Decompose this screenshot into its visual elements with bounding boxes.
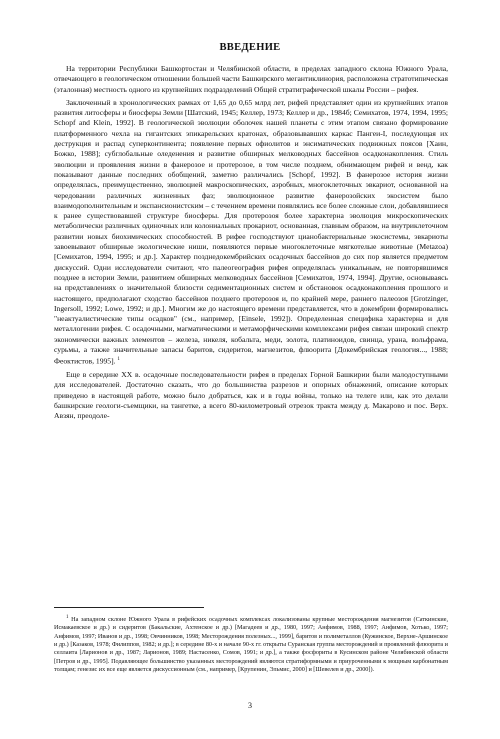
footnote-text: На западном склоне Южного Урала в рифейских осадочных комплексах локализованы крупные месторождения магнезитов (Саткинские, Исмакаевское и др.) и сидеритов (Бакальские, Ахтенское и др.) [Магадеев и др., 1980, 1997; Анфимов, 1988, 1997; Анфимов, Хотько, 1997; Анфимов, 1997; Иванов и др., 1998; Овчинников, 1998; Месторождения полезных..., 1999], баритов и полиметаллов (Кужинское, Верхне-Аршинское и др.) [Казаков, 1978; Филиппов, 1982; и др.]; в середине 80-х и начале 90-х гг. открыты Суранская группа месторождений и проявлений флюорита и селлаита [Ларионов и др., 1987; Ларионов, 1989; Настасенко, Сомов, 1991; и др.], а также фосфориты в Кусинском районе Челябинской области [Петров и др., 1995]. Подавляющее большинство указанных месторождений являются стратиформными и приуроченными к мощным карбонатным толщам; генезис их все еще является дискуссионным (см., например, [Крупенин, Эльмис, 2000] и [Шевелев и др., 2000]). <box>54 616 448 673</box>
paragraph-2-text: Заключенный в хронологических рамках от 1,65 до 0,65 млрд лет, рифей представляет один из крупнейших этапов развития литосферы и биосферы Земли [Шатский, 1945; Келлер, 1973; Келлер и др., 1984б; Семихатов, 1974, 1994, 1995; Schopf and Klein, 1992]. В геологической эволюции оболочек нашей планеты с этим этапом связано формирование платформенного чехла на гигантских эпикарельских кратонах, образовывавших каркас Пангеи-I, последующая их деструкция и распад суперконтинента; появление первых офиолитов и энсиматических подвижных поясов [Хаин, Божко, 1988]; субглобальные оледенения и развитие обширных мелководных бассейнов осадконакопления. Стиль эволюции и проявления жизни в фанерозое и протерозое, в том числе позднем, обнимающем рифей и венд, как показывают данные последних обобщений, заметно различались [Schopf, 1992]. В фанерозое история жизни определялась, преимущественно, эволюцией макроскопических, аэробных, многоклеточных эвкариот, основанной на чередовании различных жизненных фаз; эволюционное развитие фанерозойских экосистем было взаимодополнительным и экспансионистским – с течением времени появлялись все более сложные слои, добавлявшиеся к ранее существовавшей структуре биосферы. Для протерозоя более характерна эволюция микроскопических метаболически различных одиночных или колониальных прокариот, основанная, главным образом, на внутриклеточном развитии новых биохимических способностей. В рифее господствуют цианобактериальные экосистемы, эвкариоты завоевывают обширные экологические ниши, появляются первые многоклеточные мягкотелые животные (Metazoa) [Семихатов, 1994, 1995; и др.]. Характер позднедокембрийских осадочных бассейнов до сих пор является предметом дискуссий. Одни исследователи считают, что палеогеография рифея определялась уникальным, не повторявшимся позднее в истории Земли, развитием обширных мелководных бассейнов [Семихатов, 1974, 1994]. Другие, основываясь на представлениях о значительной близости седиментационных систем и обстановок осадконакопления прошлого и настоящего, предполагают сходство бассейнов позднего протерозоя и, по крайней мере, раннего палеозоя [Grotzinger, Ingersoll, 1992; Lowe, 1992; и др.]. Многим же до настоящего времени представляется, что в докембрии формировались "неактуалистические типы осадков" (см., например, [Einsele, 1992]). Определенная специфика характерна и для металлогении рифея. С осадочными, магматическими и метаморфическими комплексами рифея связан широкий спектр экономически важных элементов – железа, никеля, кобальта, меди, золота, платиноидов, свинца, урана, вольфрама, сурьмы, а также значительные запасы баритов, сидеритов, магнезитов, флюорита [Докембрийская геология..., 1988; Феоктистов, 1995] <box>54 97 448 366</box>
footnote-paragraph <box>54 614 448 674</box>
paragraph-3: Еще в середине XX в. осадочные последовательности рифея в пределах Горной Башкирии были малодоступными для исследователей. Достаточно сказать, что до большинства разрезов и опорных обнажений, описание которых приведено в настоящей работе, можно было добраться, как и в годы войны, только на телеге или, как это делали башкирские геологи-съемщики, на тангетке, а всего 80-километровый отрезок тракта между д. Макарово и пос. Верх. Авзян, преодоле- <box>54 370 448 421</box>
section-title: ВВЕДЕНИЕ <box>219 42 281 53</box>
footnote-divider <box>54 607 204 608</box>
footnote-ref[interactable]: 1 <box>117 357 120 363</box>
main-text <box>54 64 448 425</box>
page-number: 3 <box>248 701 252 710</box>
paragraph-1: На территории Республики Башкортостан и Челябинской области, в пределах западного склона Южного Урала, отвечающего в геологическом отношении большей части Башкирского мегантиклинория, расположена стратотипическая (эталонная) местность одного из крупнейших подразделений Общей стратиграфической шкалы России – рифея. <box>54 64 448 94</box>
footnote <box>54 614 448 674</box>
paragraph-2: Заключенный в хронологических рамках от 1,65 до 0,65 млрд лет, рифей представляет один из крупнейших этапов развития литосферы и биосферы Земли [Шатский, 1945; Келлер, 1973; Келлер и др., 1984б; Семихатов, 1974, 1994, 1995; Schopf and Klein, 1992]. В геологической эволюции оболочек нашей планеты с этим этапом связано формирование платформенного чехла на гигантских эпикарельских кратонах, образовывавших каркас Пангеи-I, последующая их деструкция и распад суперконтинента; появление первых офиолитов и энсиматических подвижных поясов [Хаин, Божко, 1988]; субглобальные оледенения и развитие обширных мелководных бассейнов осадконакопления. Стиль эволюции и проявления жизни в фанерозое и протерозое, в том числе позднем, обнимающем рифей и венд, как показывают данные последних обобщений, заметно различались [Schopf, 1992]. В фанерозое история жизни определялась, преимущественно, эволюцией макроскопических, аэробных, многоклеточных эвкариот, основанной на чередовании различных жизненных фаз; эволюционное развитие фанерозойских экосистем было взаимодополнительным и экспансионистским – с течением времени появлялись все более сложные слои, добавлявшиеся к ранее существовавшей структуре биосферы. Для протерозоя более характерна эволюция микроскопических метаболически различных одиночных или колониальных прокариот, основанная, главным образом, на внутриклеточном развитии новых биохимических способностей. В рифее господствуют цианобактериальные экосистемы, эвкариоты завоевывают обширные экологические ниши, появляются первые многоклеточные мягкотелые животные (Metazoa) [Семихатов, 1994, 1995; и др.]. Характер позднедокембрийских осадочных бассейнов до сих пор является предметом дискуссий. Одни исследователи считают, что палеогеография рифея определялась уникальным, не повторявшимся позднее в истории Земли, развитием обширных мелководных бассейнов [Семихатов, 1974, 1994]. Другие, основываясь на представлениях о значительной близости седиментационных систем и обстановок осадконакопления прошлого и настоящего, предполагают сходство бассейнов позднего протерозоя и, по крайней мере, раннего палеозоя [Grotzinger, Ingersoll, 1992; Lowe, 1992; и др.]. Многим же до настоящего времени представляется, что в докембрии формировались "неактуалистические типы осадков" (см., например, [Einsele, 1992]). Определенная специфика характерна и для металлогении рифея. С осадочными, магматическими и метаморфическими комплексами рифея связан широкий спектр экономически важных элементов – железа, никеля, кобальта, меди, золота, платиноидов, свинца, урана, вольфрама, сурьмы, а также значительные запасы баритов, сидеритов, магнезитов, флюорита [Докембрийская геология..., 1988; Феоктистов, 1995]. $^1$ <box>54 97 448 366</box>
footnote-marker: 1 <box>66 615 69 620</box>
